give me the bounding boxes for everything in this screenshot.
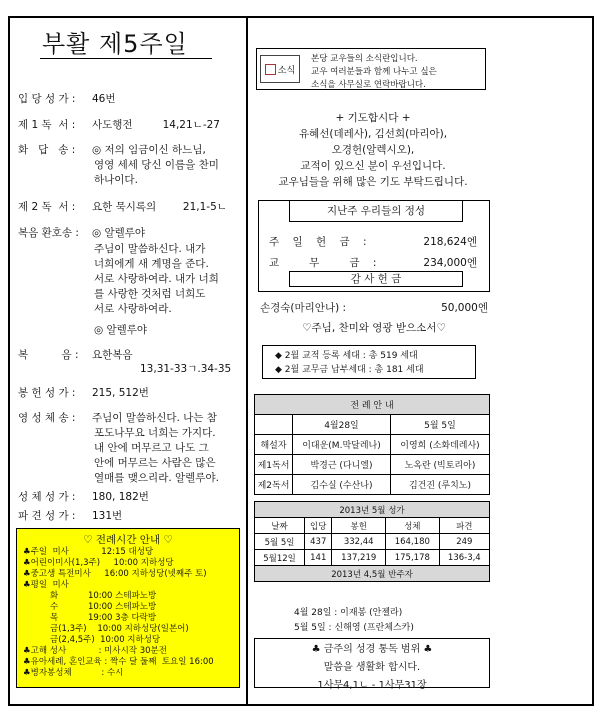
hymn-table <box>254 501 490 582</box>
schedule-line: ♣중고생 특전미사 16:00 지하성당(넷째주 토) <box>23 569 207 579</box>
accompanist-list <box>254 606 490 636</box>
table-cell: 164,180 <box>386 534 440 550</box>
text-line: 하나이다. <box>94 174 138 186</box>
text-line: 열매를 맺으리라. 알렐루야. <box>94 472 219 484</box>
schedule-line: ♣어린이미사(1,3주) 10:00 지하성당 <box>23 558 174 568</box>
table-cell: 332,44 <box>332 534 386 550</box>
table-row <box>255 475 490 495</box>
table-cell <box>255 415 293 435</box>
table-cell: 박경근 (다니엘) <box>293 455 391 475</box>
table-row <box>255 534 490 550</box>
order-label: 복음 환호송 : <box>18 227 79 239</box>
text-line: + 기도합시다 + <box>335 112 411 124</box>
psalm-response <box>94 158 242 188</box>
schedule-line: ♣병자봉성체 : 수시 <box>23 668 124 678</box>
table-cell: 이대운(M.막달레나) <box>293 435 391 455</box>
order-label: 입 당 성 가 : <box>18 93 76 105</box>
cross-icon <box>265 64 276 75</box>
bible-reading-box <box>254 638 490 691</box>
table-cell: 이영희 (소화데레사) <box>390 435 489 455</box>
table-row <box>255 415 490 435</box>
text-line: 서로 사랑하여라. <box>94 303 172 315</box>
order-label: 영 성 체 송 : <box>18 412 76 424</box>
text-line: 영영 세세 당신 이름을 찬미 <box>94 159 219 171</box>
blessing-line: ♡주님, 찬미와 영광 받으소서♡ <box>302 322 446 334</box>
order-value: 요한복음 <box>92 349 133 361</box>
table-cell: 141 <box>305 550 332 566</box>
text-line: ◆ 2월 교적 등록 세대 : 총 519 세대 <box>275 351 418 361</box>
text-line: ◆ 2월 교무금 납부세대 : 총 181 세대 <box>275 365 424 375</box>
table-row <box>255 435 490 455</box>
table-cell: 249 <box>439 534 489 550</box>
order-label: 제 2 독 서 : <box>18 201 76 213</box>
order-value: 사도행전 14,21ㄴ-27 <box>92 119 220 131</box>
order-value: 주님이 말씀하신다. 나는 참 <box>92 412 217 424</box>
schedule-title: ♡ 전례시간 안내 ♡ <box>83 534 173 546</box>
news-icon <box>260 55 300 83</box>
order-value: ◎ 저의 임금이신 하느님, <box>92 144 206 156</box>
table-row <box>255 550 490 566</box>
page-title: 부활 제5주일 <box>42 30 188 58</box>
table-cell: 해설자 <box>255 435 293 455</box>
table-cell: 437 <box>305 534 332 550</box>
offering-label: 교 무 금 : <box>269 257 377 269</box>
order-value: 요한 묵시록의 21,1-5ㄴ <box>92 201 227 213</box>
thanks-offering-title: 감 사 헌 금 <box>289 271 463 287</box>
gospel-reference: 13,31-33ㄱ.34-35 <box>140 363 232 375</box>
text-line: 포도나무요 너희는 가지다. <box>94 427 216 439</box>
accompanist-title: 2013년 4,5월 반주자 <box>255 566 490 582</box>
order-label: 봉 헌 성 가 : <box>18 387 76 399</box>
table-cell: 5월 5일 <box>255 534 305 550</box>
table-header: 성체 <box>386 518 440 534</box>
table-cell: 노옥란 (빅토리아) <box>390 455 489 475</box>
text-line: 교우 여러분들과 함께 나누고 싶은 <box>311 67 437 77</box>
order-label: 제 1 독 서 : <box>18 119 76 131</box>
hymn-table-title: 2013년 5월 성가 <box>255 502 490 518</box>
table-header: 날짜 <box>255 518 305 534</box>
table-cell: 137,219 <box>332 550 386 566</box>
text-line: 주님이 말씀하신다. 내가 <box>94 243 206 255</box>
order-label: 파 견 성 가 : <box>18 510 76 522</box>
table-row <box>255 518 490 534</box>
title-underline <box>40 58 212 59</box>
schedule-line: ♣주일 미사 12:15 대성당 <box>23 547 154 557</box>
text-line: 안에 머무르는 사람은 많은 <box>94 457 216 469</box>
order-value: ◎ 알렐루야 <box>92 227 146 239</box>
offering-box <box>258 200 490 292</box>
table-cell: 175,178 <box>386 550 440 566</box>
column-divider <box>246 16 248 706</box>
order-value: 180, 182번 <box>92 491 149 503</box>
schedule-line: ♣고해 성사 : 미사시작 30분전 <box>23 646 167 656</box>
text-line: 본당 교우들의 소식란입니다. <box>311 54 418 64</box>
table-cell: 5월12일 <box>255 550 305 566</box>
gospel-acclamation-text <box>94 242 242 338</box>
text-line: 말씀을 생활화 합시다. <box>323 662 421 673</box>
schedule-line: 목 19:00 3층 다락방 <box>23 613 157 623</box>
text-line: 교적이 있으신 분이 우선입니다. <box>300 160 446 172</box>
table-header: 파견 <box>439 518 489 534</box>
communion-antiphon-text <box>94 426 242 486</box>
offering-title: 지난주 우리들의 정성 <box>289 201 463 222</box>
text-line: 유혜선(데레사), 김선희(마리아), <box>298 128 448 140</box>
text-line: 교우님들을 위해 많은 기도 부탁드립니다. <box>278 176 468 188</box>
offering-amount: 234,000엔 <box>423 257 477 269</box>
news-text <box>311 53 437 92</box>
schedule-line: 금(1,3주) 10:00 지하성당(일본어) <box>23 624 189 634</box>
offering-amount: 218,624엔 <box>423 236 477 248</box>
news-icon-label: 소식 <box>277 65 296 76</box>
offering-label: 주 일 헌 금 : <box>269 236 367 248</box>
table-cell: 김수실 (수산나) <box>293 475 391 495</box>
table-header: 4월28일 <box>293 415 391 435</box>
text-line: 를 사랑한 것처럼 너희도 <box>94 288 206 300</box>
table-cell: 136-3,4 <box>439 550 489 566</box>
table-cell: 김건진 (루치노) <box>390 475 489 495</box>
order-label: 화 답 송 : <box>18 144 76 156</box>
table-header: 봉헌 <box>332 518 386 534</box>
schedule-line: 금(2,4,5주) 10:00 지하성당 <box>23 635 161 645</box>
order-value: 46번 <box>92 93 116 105</box>
table-row <box>255 455 490 475</box>
worship-roster-table <box>254 394 490 495</box>
text-line: ♣ 금주의 성경 통독 범위 ♣ <box>311 644 433 655</box>
text-line: 내 안에 머무르고 나도 그 <box>94 442 209 454</box>
text-line: 5월 5일 : 신해영 (프란체스카) <box>294 623 414 633</box>
prayer-requests <box>256 110 490 190</box>
news-box <box>256 48 486 90</box>
order-label: 성 체 성 가 : <box>18 491 76 503</box>
text-line: 너희에게 새 계명을 준다. <box>94 258 209 270</box>
schedule-line: ♣평일 미사 <box>23 580 69 590</box>
thanks-offering-amount: 50,000엔 <box>441 302 488 314</box>
liturgy-schedule-box <box>16 528 240 688</box>
text-line: ◎ 알렐루야 <box>94 324 148 336</box>
order-label: 복 음 : <box>18 349 79 361</box>
text-line: 소식을 사무실로 연락바랍니다. <box>311 80 426 90</box>
order-value: 215, 512번 <box>92 387 149 399</box>
order-value: 131번 <box>92 510 123 522</box>
text-line: 4월 28일 : 이재봉 (안젤라) <box>294 608 403 618</box>
schedule-line: ♣유아세례, 혼인교육 : 짝수 달 둘째 토요일 16:00 <box>23 657 214 667</box>
table-header: 5월 5일 <box>390 415 489 435</box>
text-line: 오경헌(알렉시오), <box>331 144 415 156</box>
table-cell: 제2독서 <box>255 475 293 495</box>
table-cell: 제1독서 <box>255 455 293 475</box>
schedule-line: 수 10:00 스테파노방 <box>23 602 157 612</box>
schedule-line: 화 10:00 스테파노방 <box>23 591 157 601</box>
parish-stats-box <box>262 345 476 379</box>
thanks-offering-name: 손경숙(마리안나) : <box>260 302 347 314</box>
text-line: 1사무4,1ㄴ - 1사무31장 <box>317 680 427 691</box>
text-line: 서로 사랑하여라. 내가 너희 <box>94 273 219 285</box>
worship-title: 전 례 안 내 <box>255 395 490 415</box>
table-header: 입당 <box>305 518 332 534</box>
